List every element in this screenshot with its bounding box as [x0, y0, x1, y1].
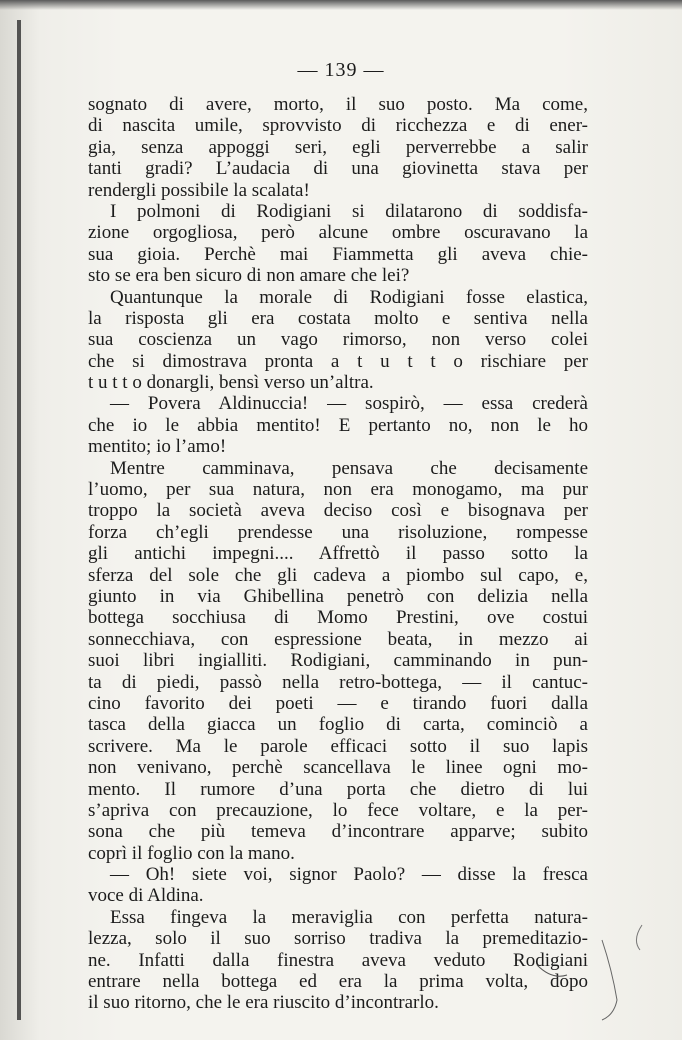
text-line: bottega socchiusa di Momo Prestini, ove costui	[88, 607, 588, 629]
text-line: sua coscienza un vago rimorso, non verso colei	[88, 329, 588, 351]
text-line: coprì il foglio con la mano.	[88, 842, 295, 864]
text-line: rendergli possibile la scalata!	[88, 179, 310, 201]
text-line: forza ch’egli prendesse una risoluzione, rompesse	[88, 521, 588, 543]
text-line: sognato di avere, morto, il suo posto. Ma come,	[88, 94, 588, 115]
text-line: t u t t o donargli, bensì verso un’altra.	[88, 372, 374, 394]
text-line: sferza del sole che gli cadeva a piombo sul capo, e,	[88, 564, 588, 586]
text-line: sto se era ben sicuro di non amare che lei?	[88, 265, 410, 287]
text-line: il suo ritorno, che le era riuscito d’incontrarlo.	[88, 992, 439, 1014]
text-line: mento. Il rumore d’una porta che dietro di lui	[88, 778, 588, 800]
text-line: sua gioia. Perchè mai Fiammetta gli aveva chie-	[88, 243, 588, 265]
text-line: lezza, solo il suo sorriso tradiva la premeditazio-	[88, 928, 588, 950]
text-line: s’apriva con precauzione, lo fece voltare, e la per-	[88, 799, 588, 821]
text-line: giunto in via Ghibellina penetrò con delizia nella	[88, 585, 588, 607]
text-line: voce di Aldina.	[88, 885, 204, 907]
text-line: mentito; io l’amo!	[88, 436, 227, 458]
text-line: suoi libri ingialliti. Rodigiani, camminando in pun-	[88, 650, 588, 672]
text-line: di nascita umile, sprovvisto di ricchezza e di ener-	[88, 115, 588, 137]
text-line: che si dimostrava pronta a t u t t o rischiare per	[88, 350, 588, 372]
text-line: sona che più temeva d’incontrare apparve; subito	[88, 821, 588, 843]
text-line: Quantunque la morale di Rodigiani fosse elastica,	[110, 286, 588, 308]
text-line: Mentre camminava, pensava che decisamente	[110, 457, 588, 479]
pencil-mark-decoration	[522, 920, 652, 1030]
page-number: — 139 —	[297, 59, 385, 81]
text-line: Essa fingeva la meraviglia con perfetta natura-	[110, 906, 588, 928]
text-line: — Oh! siete voi, signor Paolo? — disse la fresca	[110, 864, 588, 886]
text-line: troppo la società aveva deciso così e bisognava per	[88, 500, 588, 522]
text-line: che io le abbia mentito! E pertanto no, non le ho	[88, 414, 588, 436]
text-line: tasca della giacca un foglio di carta, cominciò a	[88, 714, 588, 736]
text-line: sonnecchiava, con espressione beata, in mezzo ai	[88, 628, 588, 650]
text-line: entrare nella bottega ed era la prima volta, dopo	[88, 971, 588, 993]
text-line: gli antichi impegni.... Affrettò il passo sotto la	[88, 543, 588, 565]
text-line: la risposta gli era costata molto e sentiva nella	[88, 307, 588, 329]
text-line: scrivere. Ma le parole efficaci sotto il suo lapis	[88, 735, 588, 757]
book-spine-edge	[17, 20, 21, 1020]
text-line: non venivano, perchè scancellava le linee ogni mo-	[88, 757, 588, 779]
text-line: cino favorito dei poeti — e tirando fuori dalla	[88, 692, 588, 714]
body-text	[88, 94, 588, 1014]
text-line: I polmoni di Rodigiani si dilatarono di soddisfa-	[110, 200, 588, 222]
text-line: zione orgogliosa, però alcune ombre oscuravano la	[88, 222, 588, 244]
text-line: tanti gradi? L’audacia di una giovinetta stava per	[88, 158, 588, 180]
text-line: l’uomo, per sua natura, non era monogamo, ma pur	[88, 479, 588, 501]
text-line: gia, senza appoggi seri, egli perverrebbe a salir	[88, 136, 588, 158]
text-line: ne. Infatti dalla finestra aveva veduto Rodigiani	[88, 949, 588, 971]
text-line: — Povera Aldinuccia! — sospirò, — essa crederà	[110, 393, 588, 415]
text-line: ta di piedi, passò nella retro-bottega, — il cantuc-	[88, 671, 588, 693]
scan-top-shadow	[0, 0, 682, 10]
